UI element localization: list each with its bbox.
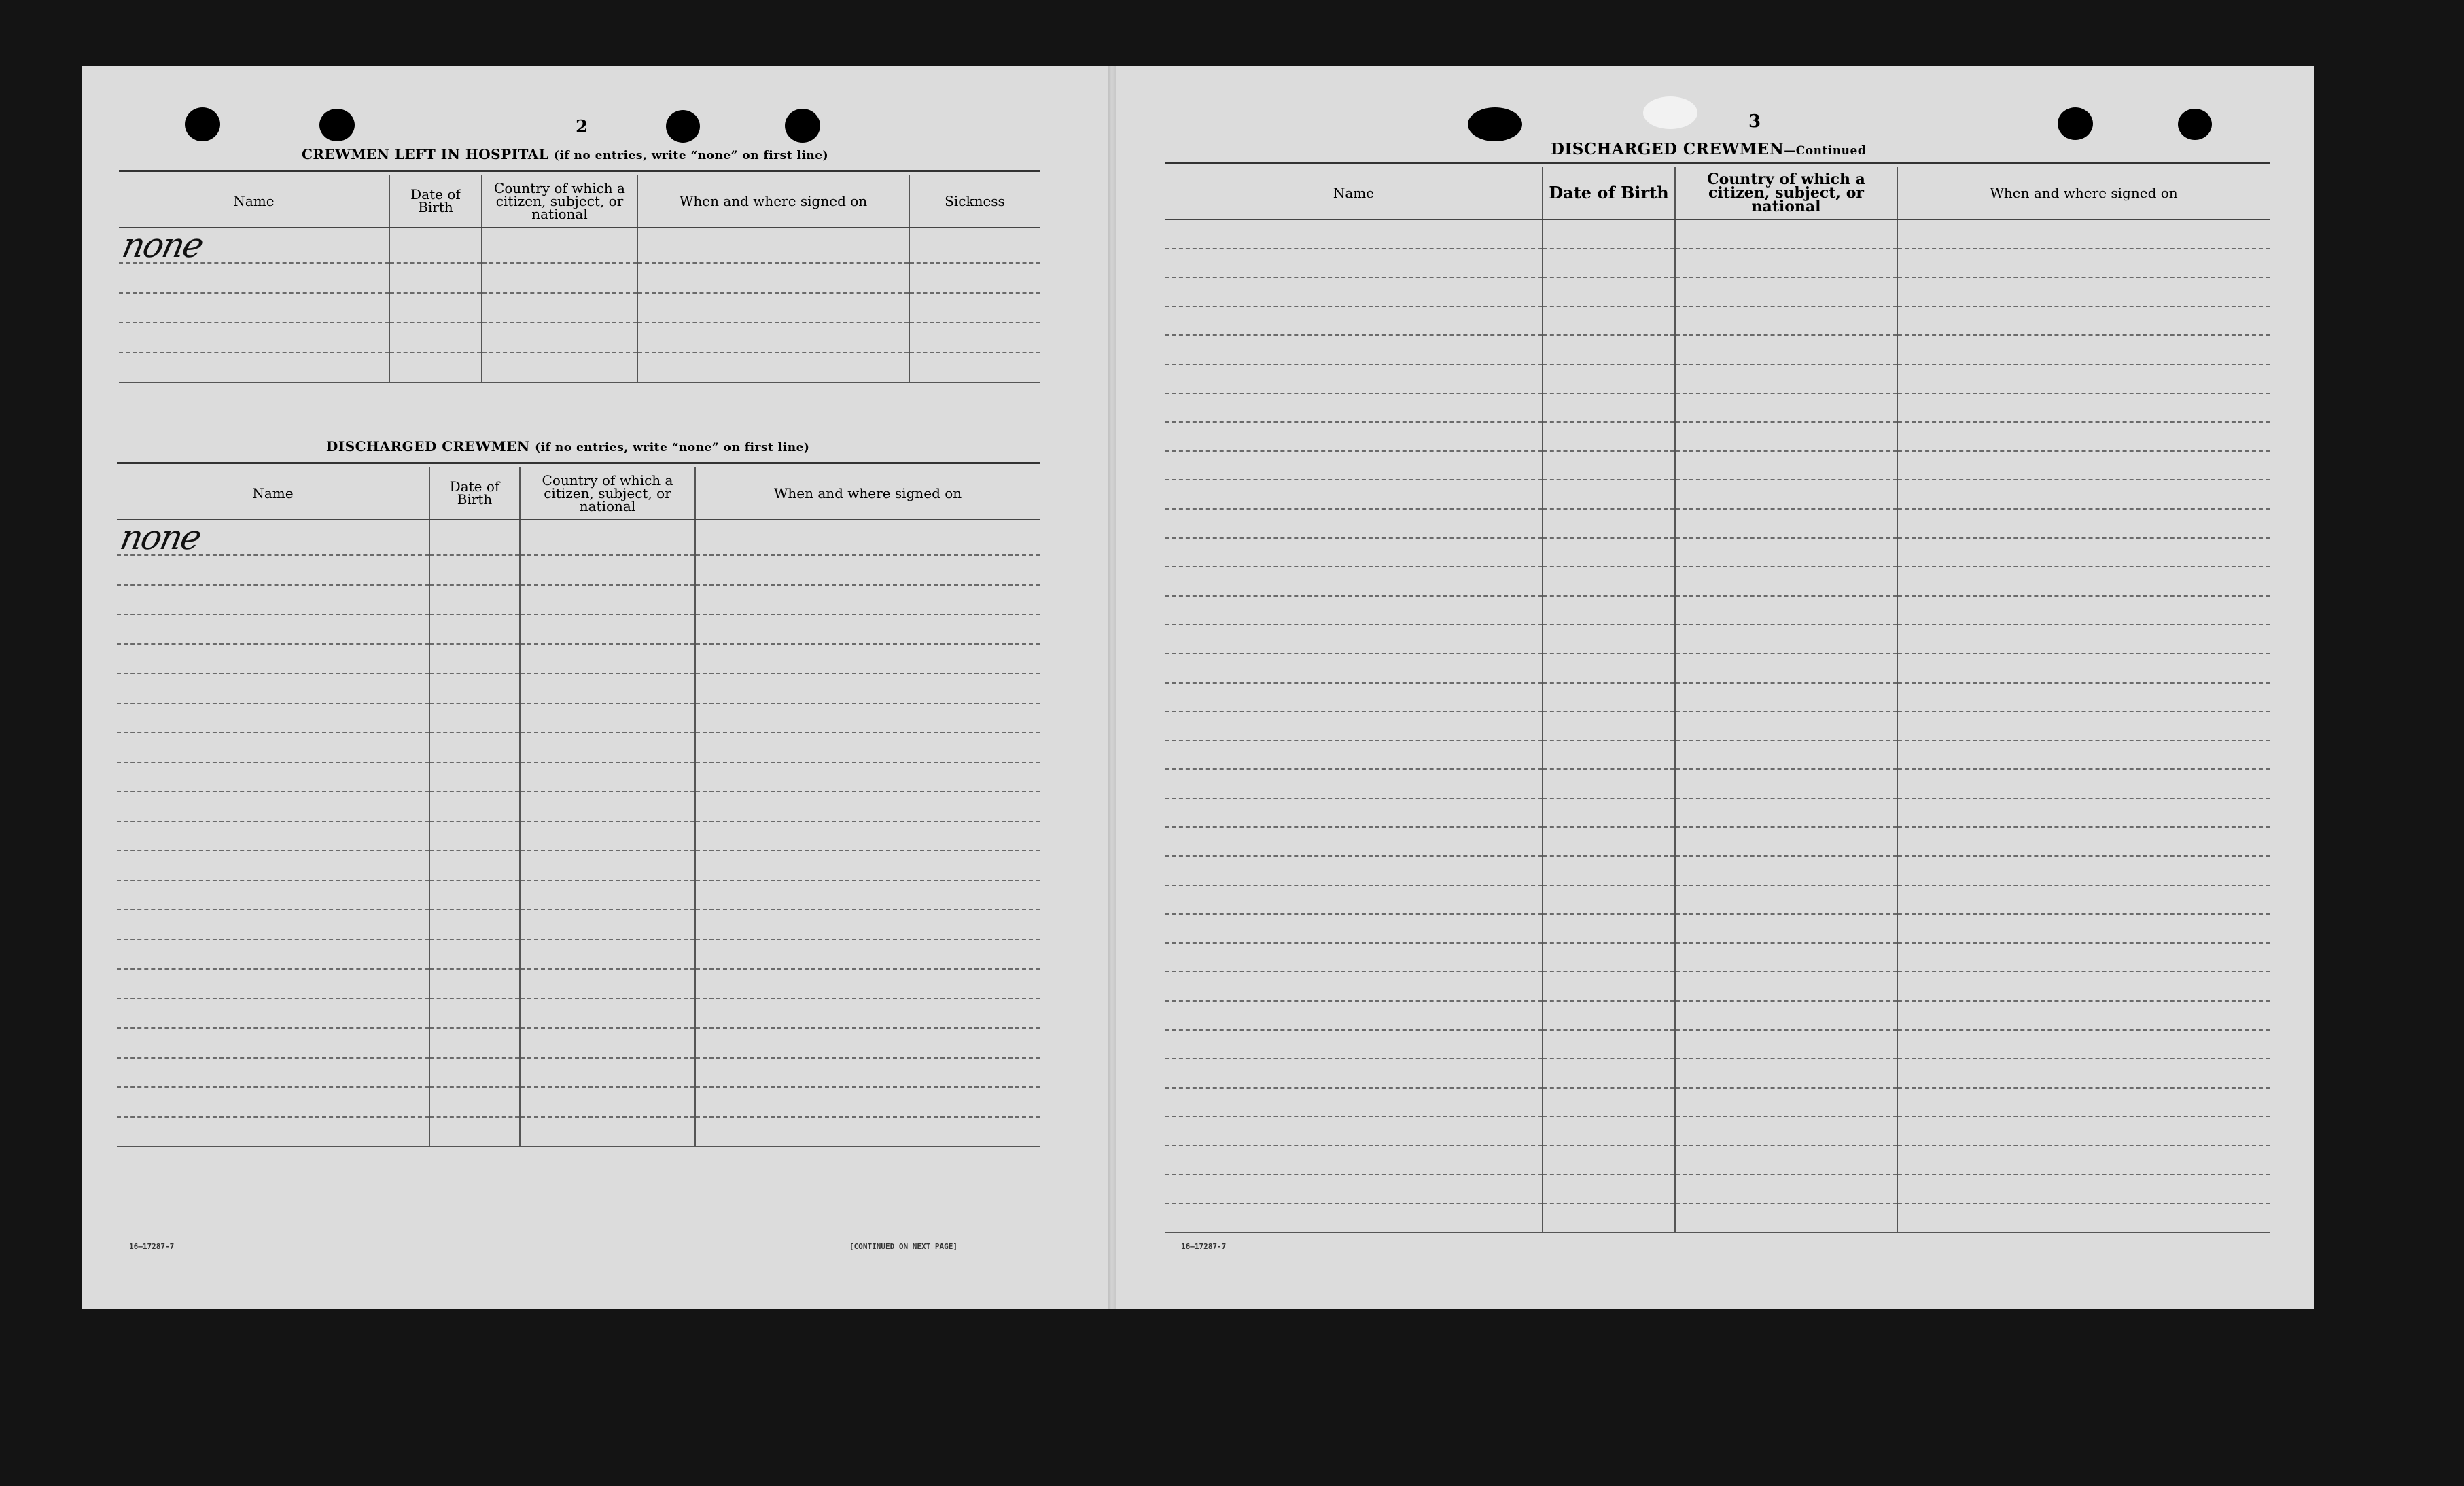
hospital-title: CREWMEN LEFT IN HOSPITAL <box>302 146 549 162</box>
page-fold <box>1108 66 1116 1309</box>
handwritten-none: none <box>116 518 205 557</box>
punch-hole <box>319 109 355 141</box>
discharged-title: DISCHARGED CREWMEN <box>326 438 530 455</box>
punch-hole <box>1643 96 1697 129</box>
column-header-country: Country of which a citizen, subject, or national <box>482 175 637 228</box>
column-header-name: Name <box>117 467 429 520</box>
column-header-name: Name <box>1165 167 1543 219</box>
page-number: 3 <box>1748 111 1761 132</box>
continued-table <box>1165 167 2270 1233</box>
hospital-section-title <box>302 146 828 162</box>
column-header-date-of-birth: Date of Birth <box>429 467 520 520</box>
continued-section-title <box>1551 140 1866 158</box>
form-number: 16—17287-7 <box>129 1242 175 1251</box>
discharged-section-title <box>326 438 809 455</box>
page-number: 2 <box>575 117 588 137</box>
continued-suffix: —Continued <box>1784 144 1867 158</box>
punch-hole <box>1468 107 1522 141</box>
column-header-sickness: Sickness <box>909 175 1040 228</box>
hospital-table <box>119 175 1040 383</box>
column-header-name: Name <box>119 175 389 228</box>
handwritten-entry <box>119 228 389 263</box>
form-number: 16—17287-7 <box>1181 1242 1227 1251</box>
handwritten-entry <box>117 520 429 555</box>
column-header-country: Country of which a citizen, subject, or national <box>520 467 695 520</box>
top-rule <box>119 170 1040 172</box>
hospital-instruction: (if no entries, write “none” on first line) <box>553 149 829 162</box>
punch-hole <box>2178 109 2212 140</box>
column-header-date-of-birth: Date of Birth <box>1543 167 1675 219</box>
column-header-date-of-birth: Date of Birth <box>389 175 482 228</box>
punch-hole <box>785 109 820 143</box>
column-header-signed-on: When and where signed on <box>695 467 1040 520</box>
punch-hole <box>666 110 700 143</box>
discharged-table <box>117 467 1040 1147</box>
punch-hole <box>185 107 220 141</box>
continued-title: DISCHARGED CREWMEN <box>1551 140 1784 158</box>
column-header-signed-on: When and where signed on <box>1897 167 2270 219</box>
punch-hole <box>2058 107 2093 140</box>
continued-note: [CONTINUED ON NEXT PAGE] <box>849 1242 957 1251</box>
column-header-country: Country of which a citizen, subject, or national <box>1675 167 1897 219</box>
section-rule <box>117 462 1040 464</box>
column-header-signed-on: When and where signed on <box>637 175 909 228</box>
top-rule <box>1165 162 2270 164</box>
discharged-instruction: (if no entries, write “none” on first line) <box>535 441 810 455</box>
handwritten-none: none <box>118 226 207 265</box>
